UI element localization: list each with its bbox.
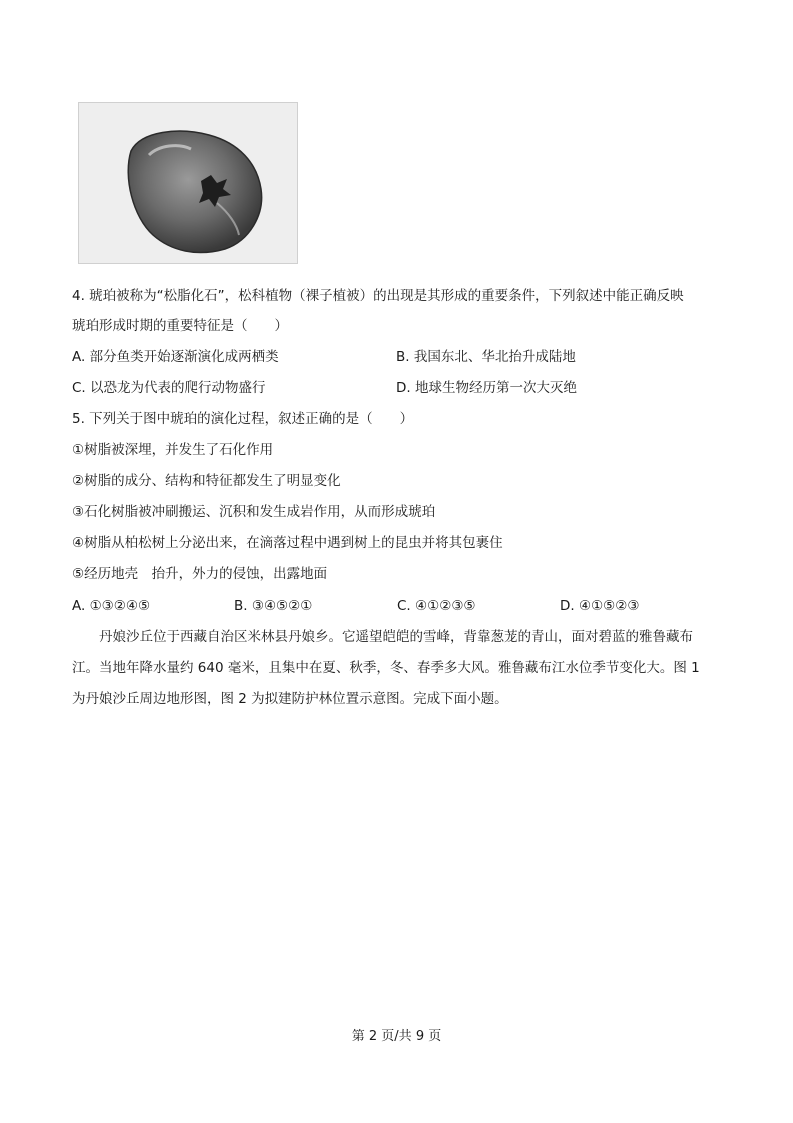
amber-icon	[79, 103, 297, 263]
question-5-stem: 5. 下列关于图中琥珀的演化过程，叙述正确的是（ ）	[72, 411, 414, 427]
question-5-item-3: ③石化树脂被冲刷搬运、沉积和发生成岩作用，从而形成琥珀	[72, 504, 436, 520]
question-4-option-b: B. 我国东北、华北抬升成陆地	[396, 349, 576, 365]
question-5-item-1: ①树脂被深埋，并发生了石化作用	[72, 442, 274, 458]
page-footer: 第 2 页/共 9 页	[351, 1029, 442, 1044]
passage-line-2: 江。当地年降水量约 640 毫米，且集中在夏、秋季，冬、春季多大风。雅鲁藏布江水位季节变化大。图 1	[72, 660, 700, 676]
amber-fossil-photo	[78, 102, 298, 264]
passage-line-1: 丹娘沙丘位于西藏自治区米林县丹娘乡。它遥望皑皑的雪峰，背靠葱茏的青山，面对碧蓝的雅鲁藏布	[99, 629, 693, 645]
question-5-option-b: B. ③④⑤②①	[234, 598, 313, 614]
question-4-stem-line-1: 4. 琥珀被称为“松脂化石”，松科植物（裸子植被）的出现是其形成的重要条件，下列叙述中能正确反映	[72, 288, 684, 304]
question-4-option-a: A. 部分鱼类开始逐渐演化成两栖类	[72, 349, 279, 365]
question-4-stem-line-2: 琥珀形成时期的重要特征是（ ）	[72, 318, 288, 334]
question-4-option-d: D. 地球生物经历第一次大灭绝	[396, 380, 577, 396]
question-5-item-2: ②树脂的成分、结构和特征都发生了明显变化	[72, 473, 341, 489]
question-4-option-c: C. 以恐龙为代表的爬行动物盛行	[72, 380, 266, 396]
passage-line-3: 为丹娘沙丘周边地形图，图 2 为拟建防护林位置示意图。完成下面小题。	[72, 691, 508, 707]
question-5-option-c: C. ④①②③⑤	[397, 598, 476, 614]
question-5-item-5: ⑤经历地壳 抬升，外力的侵蚀，出露地面	[72, 566, 328, 582]
question-5-item-4: ④树脂从柏松树上分泌出来，在滴落过程中遇到树上的昆虫并将其包裹住	[72, 535, 503, 551]
question-5-option-d: D. ④①⑤②③	[560, 598, 640, 614]
question-5-option-a: A. ①③②④⑤	[72, 598, 151, 614]
